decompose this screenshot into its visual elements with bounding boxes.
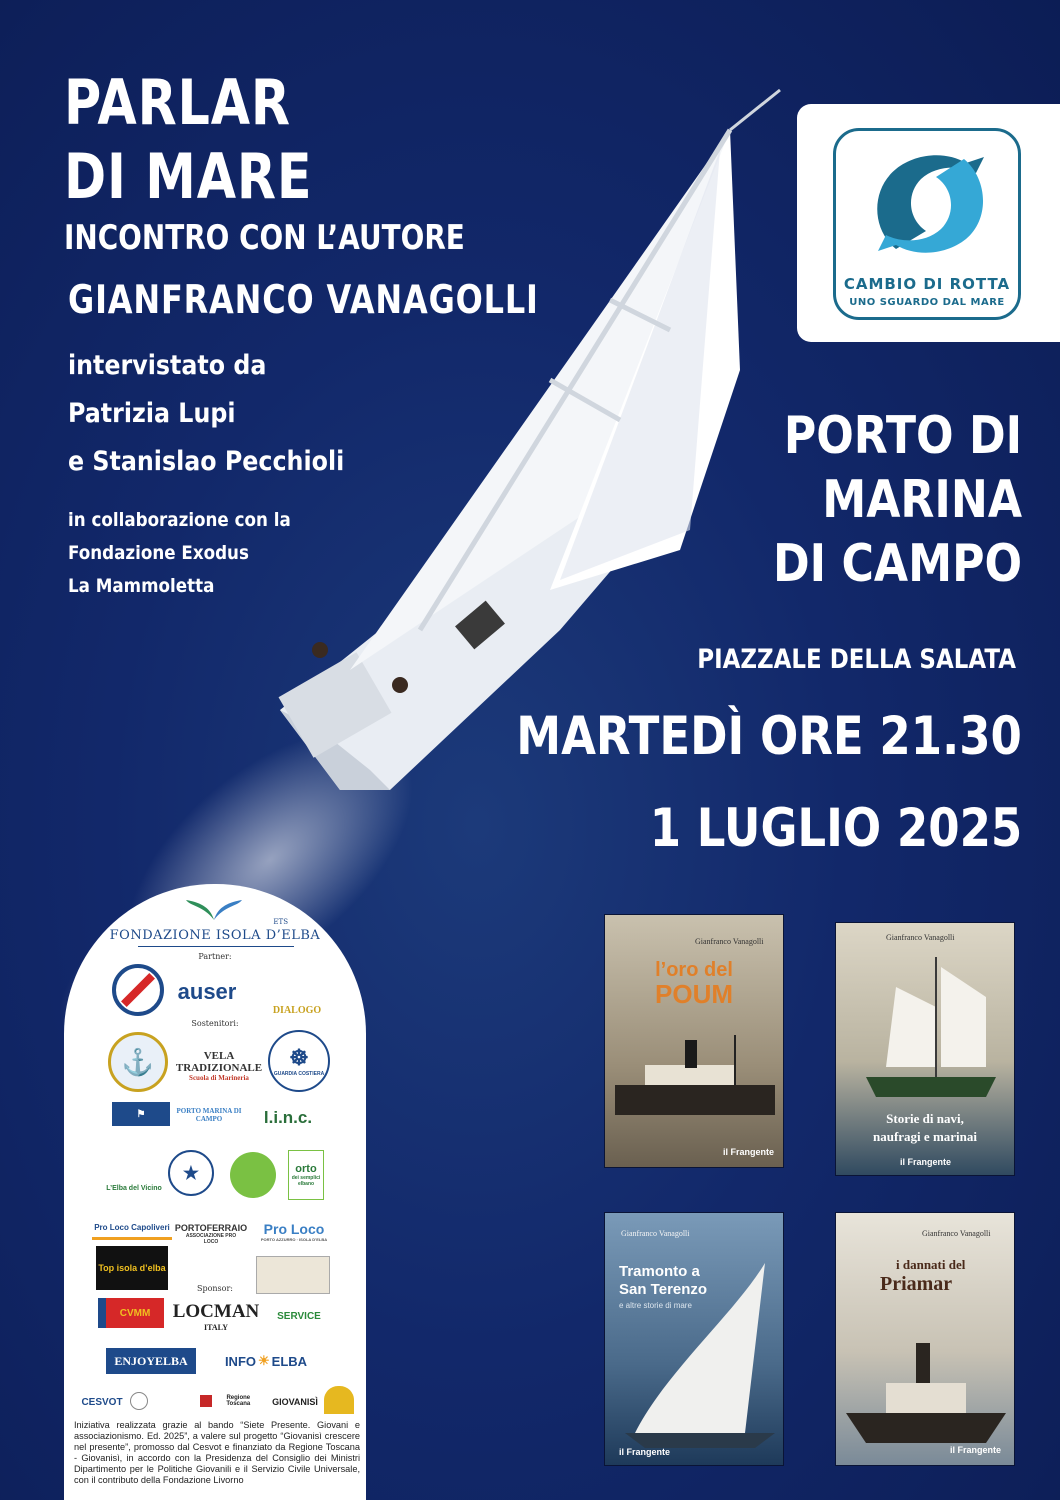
top-elba-logo: Top isola d’elba: [96, 1246, 168, 1290]
steamship-icon: [605, 1025, 784, 1135]
cambio-di-rotta-logo: [797, 104, 1060, 342]
book-author: Gianfranco Vanagolli: [621, 1229, 690, 1238]
prohibition-icon: [121, 973, 155, 1007]
logo-text-line-1: CAMBIO DI ROTTA: [843, 275, 1011, 293]
book-publisher: il Frangente: [950, 1445, 1002, 1455]
title-line-2: DI MARE: [64, 140, 313, 213]
toscana-flag-icon: [200, 1395, 212, 1407]
book-cover-storie-di-navi: [835, 922, 1015, 1176]
proloco-title: Pro Loco: [263, 1220, 325, 1237]
book-author: Gianfranco Vanagolli: [922, 1229, 991, 1238]
book-title-line-1: Tramonto a: [619, 1263, 700, 1280]
astrofili-star-icon: ★: [168, 1150, 214, 1196]
collab-line-1: in collaborazione con la: [68, 509, 291, 531]
venue: [773, 404, 1022, 596]
divider: [138, 946, 294, 947]
anchor-icon: ⚓: [121, 1046, 155, 1077]
venue-line-1: PORTO DI: [783, 406, 1022, 466]
book-cover-tramonto: [604, 1212, 784, 1466]
locman-subtitle: ITALY: [203, 1322, 228, 1332]
title-line-1: PARLAR: [64, 66, 291, 139]
locman-logo: [168, 1298, 264, 1334]
proloco-logo: [256, 1214, 332, 1248]
portoferraio-logo: [174, 1212, 248, 1256]
elba-text: ELBA: [271, 1353, 308, 1369]
lateen-sail-icon: [605, 1253, 784, 1453]
orto-logo: [288, 1150, 324, 1200]
service-logo: SERVICE: [277, 1310, 321, 1322]
interview-line-2: Patrizia Lupi: [68, 398, 236, 429]
collab-line-2: Fondazione Exodus: [68, 542, 249, 564]
vela-title: VELA TRADIZIONALE: [175, 1050, 263, 1074]
portoferraio-title: PORTOFERRAIO: [174, 1223, 248, 1233]
book-title-line-3: e altre storie di mare: [619, 1301, 692, 1310]
proloco-capoliveri-logo: Pro Loco Capoliveri: [92, 1218, 172, 1240]
anchor-emblem-icon: [108, 1032, 168, 1092]
orto-subtitle: dei semplici elbano: [291, 1175, 321, 1187]
event-subtitle: INCONTRO CON L’AUTORE: [64, 218, 465, 258]
logo-frame: [833, 128, 1021, 320]
book-cover-priamar: [835, 1212, 1015, 1466]
book-title-line-1: l’oro del: [655, 959, 733, 981]
sponsor-panel: [64, 884, 366, 1500]
interview-line-1: intervistato da: [68, 350, 267, 381]
cvmm-logo: CVMM: [98, 1298, 164, 1328]
book-title-line-1: Storie di navi,: [886, 1111, 964, 1126]
enjoy-elba-logo: ENJOYELBA: [106, 1348, 196, 1374]
collaboration: [68, 504, 291, 603]
funding-notice: Iniziativa realizzata grazie al bando “Siete Presente. Giovani e associazionismo. Ed. 2025”, a valere sul progetto “Giovanisì crescere nel presente”, promosso dal Cesvot e finanziato da Regione Toscana - Giovanisì, in accordo con la Presidenza del Consiglio dei Ministri Dipartimento per le Politiche Giovanili e il Servizio Civile Universale, con il contributo della Fondazione Livorno: [74, 1420, 360, 1485]
info-elba-logo: [214, 1350, 318, 1372]
logo-text-line-2: UNO SGUARDO DAL MARE: [849, 297, 1005, 308]
giovanisi-logo: GIOVANISÌ: [272, 1397, 318, 1407]
toscana-text: Regione Toscana: [226, 1395, 251, 1407]
interviewers: [68, 342, 344, 486]
ship-wheel-icon: ☸: [289, 1045, 309, 1070]
portoferraio-subtitle: ASSOCIAZIONE PRO LOCO: [185, 1233, 237, 1245]
event-time: MARTEDÌ ORE 21.30: [516, 706, 1022, 767]
book-title-line-2: Priamar: [880, 1273, 953, 1295]
proloco-subtitle: PORTO AZZURRO · ISOLA D’ELBA: [260, 1236, 328, 1242]
book-title-line-2: POUM: [655, 979, 733, 1009]
locman-title: LOCMAN: [172, 1300, 260, 1322]
supporters-label: Sostenitori:: [191, 1019, 239, 1028]
event-title: [64, 66, 312, 214]
venue-square: PIAZZALE DELLA SALATA: [697, 644, 1016, 675]
book-cover-poum: [604, 914, 784, 1168]
guardia-costiera-label: GUARDIA COSTIERA: [273, 1071, 325, 1077]
dialogo-logo: DIALOGO: [272, 1005, 322, 1016]
organizer-name: FONDAZIONE ISOLA D’ELBA: [109, 928, 321, 943]
sun-icon: ☀: [258, 1353, 270, 1368]
green-circle-logo: [230, 1152, 276, 1198]
auser-logo: auser: [177, 979, 237, 1004]
emblem-icon: [130, 1392, 148, 1410]
cesvot-logo: CESVOT: [81, 1396, 123, 1408]
book-title-line-2: naufragi e marinai: [873, 1129, 977, 1144]
vela-subtitle: Scuola di Marineria: [189, 1074, 249, 1082]
book-title-line-2: San Terenzo: [619, 1281, 708, 1298]
linc-logo: l.i.n.c.: [263, 1108, 313, 1127]
venue-line-3: DI CAMPO: [772, 534, 1022, 594]
book-publisher: il Frangente: [619, 1447, 671, 1457]
organizer-suffix: ETS: [273, 918, 288, 926]
leaf-logo-icon: [184, 896, 244, 922]
fondazione-livorno-icon: [324, 1386, 354, 1414]
sponsor-label: Sponsor:: [196, 1284, 233, 1293]
event-date: 1 LUGLIO 2025: [649, 798, 1022, 859]
collab-line-3: La Mammoletta: [68, 575, 215, 597]
tugboat-icon: [836, 1313, 1015, 1453]
contrasto-logo: [112, 964, 164, 1016]
vela-tradizionale-logo: [172, 1044, 266, 1088]
dolphin-icon: [866, 139, 994, 269]
book-title-line-1: i dannati del: [896, 1257, 966, 1272]
book-author: Gianfranco Vanagolli: [886, 933, 955, 942]
interview-line-3: e Stanislao Pecchioli: [68, 446, 345, 477]
partner-label: Partner:: [198, 952, 232, 961]
regione-toscana-logo: [200, 1390, 262, 1412]
elba-del-vicino-logo: L’Elba del Vicino: [106, 1185, 162, 1192]
venue-line-2: MARINA: [822, 470, 1022, 530]
author-name: GIANFRANCO VANAGOLLI: [68, 278, 539, 323]
info-text: INFO: [224, 1353, 256, 1369]
orto-title: orto: [295, 1163, 317, 1175]
book-author: Gianfranco Vanagolli: [695, 937, 764, 946]
tall-ship-icon: [836, 947, 1015, 1097]
book-publisher: il Frangente: [723, 1147, 775, 1157]
book-publisher: il Frangente: [900, 1157, 952, 1167]
guardia-costiera-logo: [268, 1030, 330, 1092]
porto-marina-logo: PORTO MARINA DI CAMPO: [176, 1107, 242, 1123]
club-flag-icon: ⚑: [112, 1102, 170, 1126]
